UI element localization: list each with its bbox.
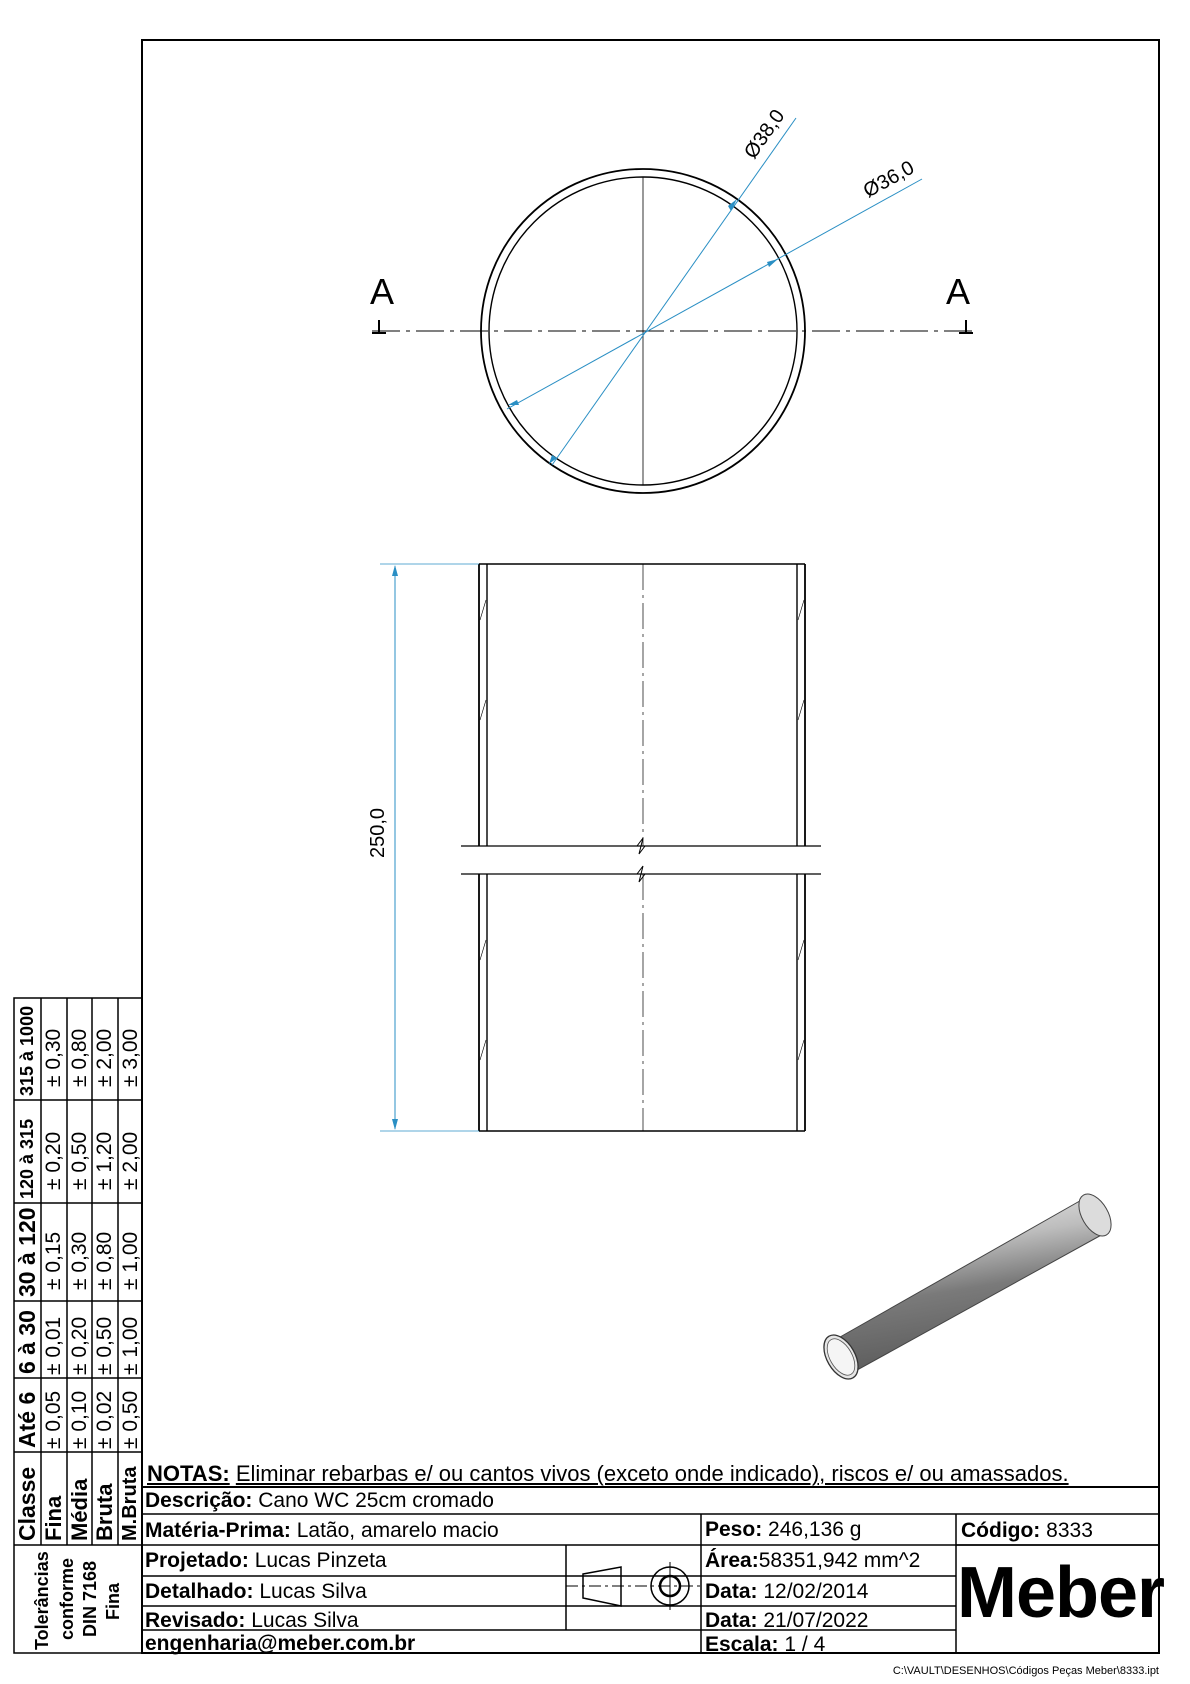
tol-class-media: Média: [67, 1478, 92, 1541]
tol-media-0: ± 0,10: [68, 1390, 91, 1449]
tol-class-fina: Fina: [41, 1495, 66, 1541]
tol-mbruta-3: ± 2,00: [119, 1131, 142, 1190]
tol-mbruta-1: ± 1,00: [119, 1316, 142, 1375]
tol-header-classe: Classe: [14, 1466, 40, 1541]
data1-value: 12/02/2014: [763, 1580, 869, 1603]
dim-outer-arrow-1: [728, 199, 737, 211]
data-criacao: [705, 1581, 868, 1602]
tol-range-4: 315 à 1000: [17, 1005, 37, 1096]
section-label-right: A: [945, 271, 971, 312]
top-view: [370, 106, 973, 493]
projetado: [145, 1550, 387, 1571]
tol-footer-4: Fina: [103, 1582, 123, 1620]
detalhado-value: Lucas Silva: [259, 1580, 367, 1603]
peso-label: Peso:: [705, 1518, 763, 1541]
tol-mbruta-4: ± 3,00: [119, 1028, 142, 1087]
detalhado: [145, 1581, 367, 1602]
meber-logo: Meber: [957, 1553, 1165, 1633]
notes: [147, 1463, 1069, 1485]
codigo: [961, 1520, 1093, 1541]
dim-inner-arrow-2: [508, 400, 519, 405]
section-view: [367, 564, 821, 1131]
codigo-value: 8333: [1046, 1519, 1093, 1542]
escala-value: 1 / 4: [784, 1633, 826, 1656]
escala: [705, 1634, 825, 1655]
tol-bruta-2: ± 0,80: [93, 1231, 116, 1290]
file-path: C:\VAULT\DESENHOS\Códigos Peças Meber\8333.ipt: [892, 1665, 1159, 1677]
email-text: engenharia@meber.com.br: [145, 1632, 416, 1655]
tol-fina-2: ± 0,15: [42, 1231, 65, 1290]
dim-inner-text: Ø36,0: [859, 156, 919, 203]
tol-fina-3: ± 0,20: [42, 1131, 65, 1190]
projection-symbol-icon: [566, 1562, 700, 1610]
data-revisao: [705, 1610, 868, 1631]
tol-bruta-1: ± 0,50: [93, 1316, 116, 1375]
dim-outer-leader: [552, 118, 796, 465]
materia-label: Matéria-Prima:: [145, 1519, 291, 1542]
peso: [705, 1519, 861, 1540]
tol-footer-1: Tolerâncias: [32, 1551, 52, 1650]
tol-mbruta-2: ± 1,00: [119, 1231, 142, 1290]
revisado-label: Revisado:: [145, 1609, 246, 1632]
email: [145, 1633, 415, 1654]
area-label: Área:: [705, 1549, 759, 1572]
data1-label: Data:: [705, 1580, 758, 1603]
area: [705, 1550, 920, 1571]
tol-media-1: ± 0,20: [68, 1316, 91, 1375]
materia-prima: [145, 1520, 499, 1541]
projetado-value: Lucas Pinzeta: [254, 1549, 387, 1572]
tol-range-3: 120 à 315: [17, 1118, 37, 1199]
tol-footer-2: conforme: [57, 1557, 77, 1640]
codigo-label: Código:: [961, 1519, 1041, 1542]
tol-mbruta-0: ± 0,50: [119, 1390, 142, 1449]
data2-label: Data:: [705, 1609, 758, 1632]
tol-range-0: Até 6: [14, 1391, 40, 1448]
tol-footer-3: DIN 7168: [80, 1560, 100, 1637]
section-label-left: A: [369, 271, 395, 312]
tol-media-2: ± 0,30: [68, 1231, 91, 1290]
dim-inner-leader: [507, 179, 922, 409]
descricao: [145, 1490, 494, 1511]
projetado-label: Projetado:: [145, 1549, 249, 1572]
escala-label: Escala:: [705, 1633, 779, 1656]
dim-length-text: 250,0: [367, 807, 389, 858]
tol-bruta-3: ± 1,20: [93, 1131, 116, 1190]
descricao-label: Descrição:: [145, 1489, 253, 1512]
tol-fina-4: ± 0,30: [42, 1028, 65, 1087]
tol-class-bruta: Bruta: [92, 1483, 117, 1541]
area-value: 58351,942 mm^2: [758, 1549, 921, 1572]
tol-bruta-4: ± 2,00: [93, 1028, 116, 1087]
tol-range-1: 6 à 30: [14, 1310, 40, 1374]
tol-media-4: ± 0,80: [68, 1028, 91, 1087]
descricao-value: Cano WC 25cm cromado: [258, 1489, 494, 1512]
data2-value: 21/07/2022: [763, 1609, 869, 1632]
tol-bruta-0: ± 0,02: [93, 1390, 116, 1449]
dim-inner-arrow-1: [767, 259, 778, 267]
tol-fina-1: ± 0,01: [42, 1316, 65, 1375]
detalhado-label: Detalhado:: [145, 1580, 254, 1603]
notes-label: NOTAS:: [147, 1461, 230, 1486]
isometric-pipe: [817, 1189, 1118, 1385]
tol-range-2: 30 à 120: [14, 1207, 40, 1297]
peso-value: 246,136 g: [768, 1518, 862, 1541]
dim-outer-text: Ø38,0: [740, 105, 790, 163]
tol-media-3: ± 0,50: [68, 1131, 91, 1190]
notes-text: Eliminar rebarbas e/ ou cantos vivos (exceto onde indicado), riscos e/ ou amassados.: [235, 1461, 1069, 1486]
revisado: [145, 1610, 359, 1631]
revisado-value: Lucas Silva: [251, 1609, 359, 1632]
tol-class-mbruta: M.Bruta: [119, 1466, 141, 1541]
materia-value: Latão, amarelo macio: [296, 1519, 499, 1542]
tol-fina-0: ± 0,05: [42, 1390, 65, 1449]
